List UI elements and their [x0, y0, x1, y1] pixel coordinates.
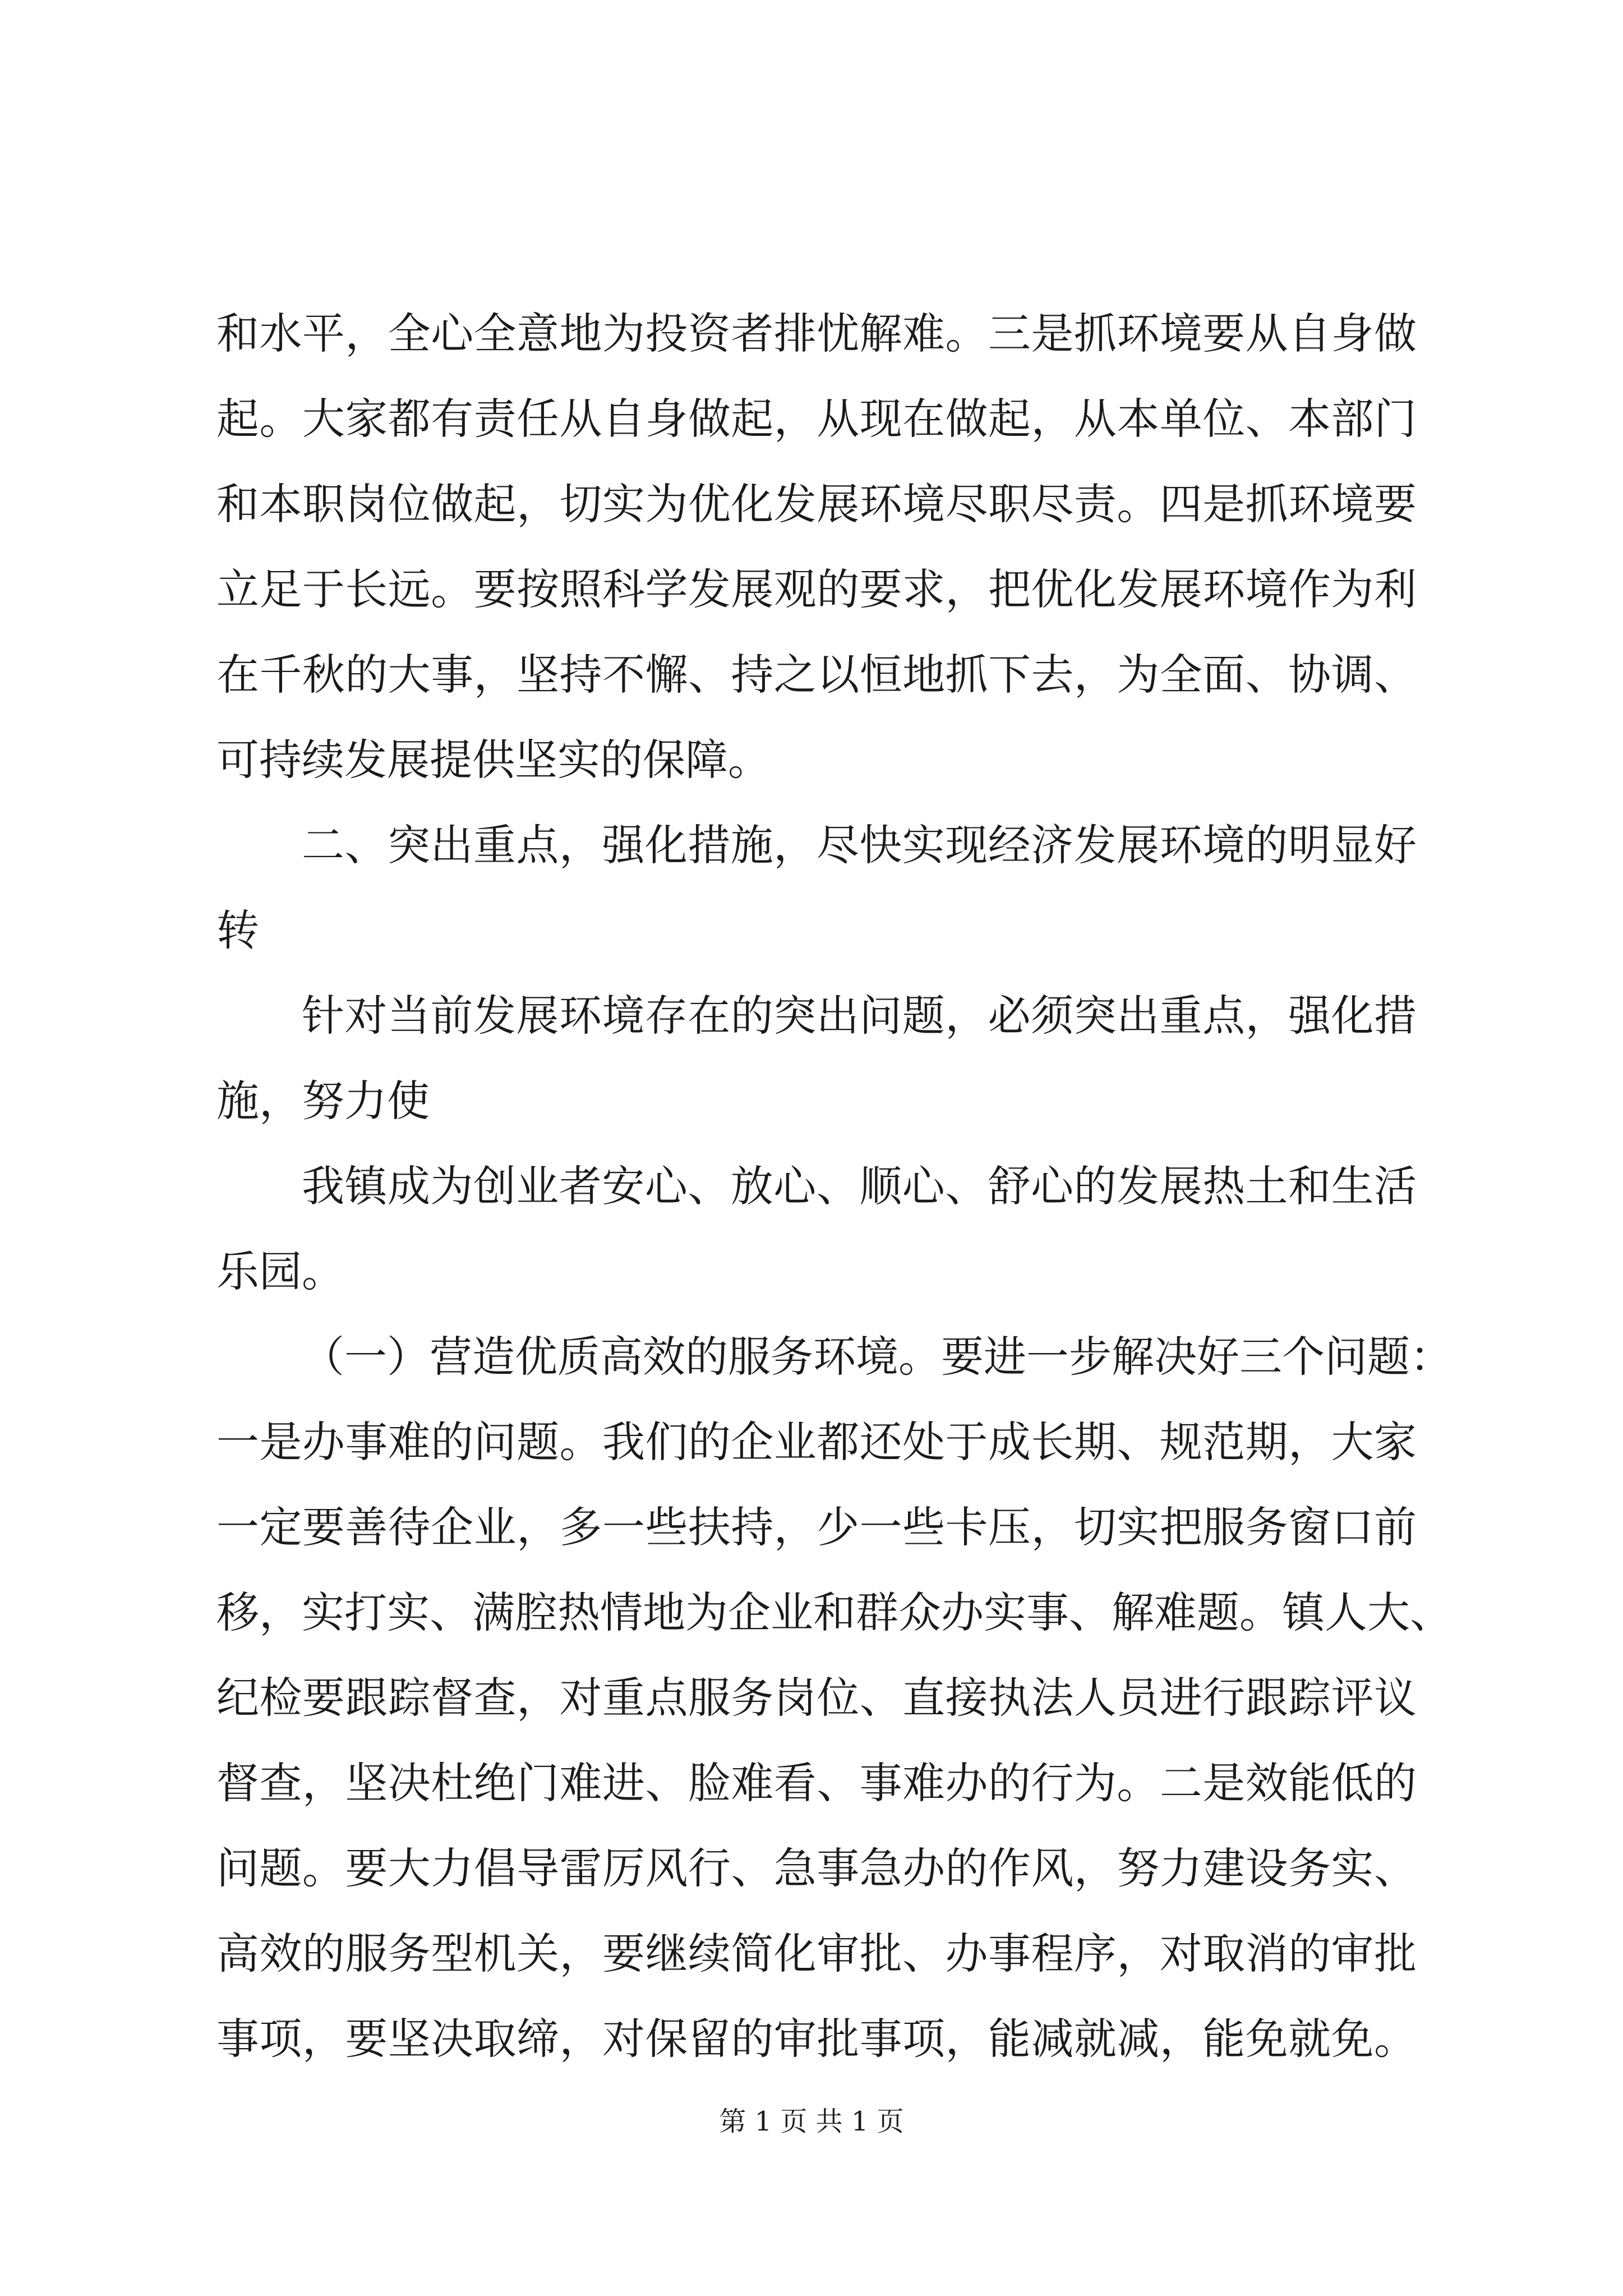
subsection-heading-line: （一）营造优质高效的服务环境。要进一步解决好三个问题：	[302, 1332, 1453, 1382]
body-text-line: 和本职岗位做起，切实为优化发展环境尽职尽责。四是抓环境要	[216, 479, 1417, 529]
body-text-line: 和水平，全心全意地为投资者排忧解难。三是抓环境要从自身做	[216, 309, 1417, 358]
body-text-line: 事项，要坚决取缔，对保留的审批事项，能减就减，能免就免。	[216, 2014, 1417, 2064]
body-text-line: 移，实打实、满腔热情地为企业和群众办实事、解难题。镇人大、	[216, 1588, 1453, 1637]
body-text-line: 乐园。	[216, 1246, 344, 1296]
body-text-line: 一是办事难的问题。我们的企业都还处于成长期、规范期，大家	[216, 1417, 1417, 1467]
body-text-line: 督查，坚决杜绝门难进、脸难看、事难办的行为。二是效能低的	[216, 1758, 1417, 1808]
body-text-line: 立足于长远。要按照科学发展观的要求，把优化发展环境作为利	[216, 564, 1417, 614]
section-heading-line: 二、突出重点，强化措施，尽快实现经济发展环境的明显好	[302, 820, 1417, 870]
body-text-line: 针对当前发展环境存在的突出问题，必须突出重点，强化措	[302, 991, 1417, 1041]
body-text-line: 可持续发展提供坚实的保障。	[216, 735, 771, 785]
body-text-line: 施，努力使	[216, 1076, 430, 1126]
body-text-line: 高效的服务型机关，要继续简化审批、办事程序，对取消的审批	[216, 1929, 1417, 1978]
body-text-line: 问题。要大力倡导雷厉风行、急事急办的作风，努力建设务实、	[216, 1843, 1417, 1893]
body-text-line: 我镇成为创业者安心、放心、顺心、舒心的发展热土和生活	[302, 1161, 1417, 1211]
body-text-line: 起。大家都有责任从自身做起，从现在做起，从本单位、本部门	[216, 394, 1417, 444]
section-heading-line: 转	[216, 905, 259, 955]
body-text-line: 在千秋的大事，坚持不懈、持之以恒地抓下去，为全面、协调、	[216, 650, 1417, 700]
body-text-line: 纪检要跟踪督查，对重点服务岗位、直接执法人员进行跟踪评议	[216, 1673, 1417, 1723]
page-footer: 第 1 页 共 1 页	[719, 2106, 904, 2137]
body-text-line: 一定要善待企业，多一些扶持，少一些卡压，切实把服务窗口前	[216, 1502, 1417, 1552]
